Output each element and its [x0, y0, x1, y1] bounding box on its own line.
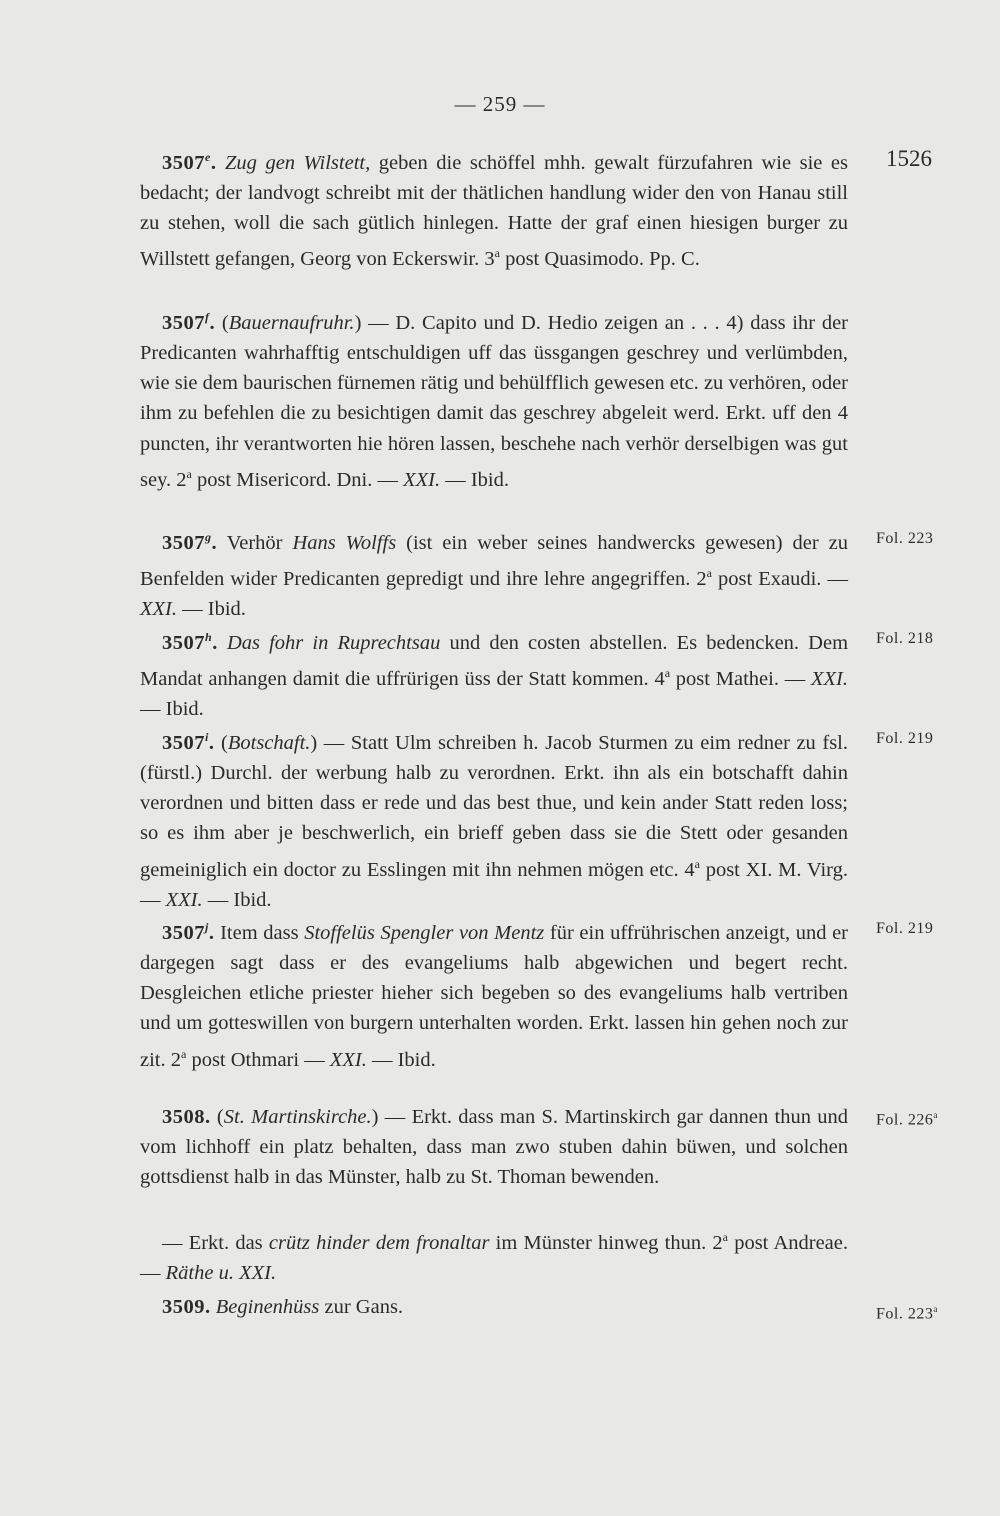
entry-number: 3509.: [162, 1296, 211, 1318]
entry-3507j: 3507$^j$. Item dass Stoffelüs Spengler von Mentz für ein uffrührischen anzeigt, und er dargegen sagt dass er des evangeliums halb abgewichen und begert recht. Desgleichen etliche priester hieher sich begeben so des evangeliums halb vertriben und um gotteswillen von burgern unterhalten worden. Erkt. lassen hin gehen noch zur zit. 2$^a$ post Othmari — XXI. — Ibid.: [140, 920, 848, 1071]
entry-title: Zug gen Wilstett,: [225, 151, 371, 174]
entry-title: Das fohr in Ruprechtsau: [226, 631, 441, 654]
entry-text: für ein uffrührischen anzeigt, und er dargegen sagt dass er des evangeliums halb abgewichen und begert recht. Desgleichen etliche priester hieher sich begeben so des evangeliums halb vertriben und um gotteswillen von burgern unterhalten worden. Erkt. lassen hin gehen noch zur zit. 2: [140, 921, 848, 1071]
entry-text: (ist ein weber seines handwercks gewesen) der zu Benfelden wider Predicanten gepredigt und ihre lehre angegriffen. 2: [140, 531, 848, 590]
entry-number: 3507$^j$.: [162, 920, 215, 944]
margin-folio: Fol. 226$^a$: [876, 1110, 938, 1129]
entry-title: crütz hinder dem fronaltar: [268, 1231, 490, 1254]
entry-text: ) — Erkt. dass man S. Martinskirch gar dannen thun und vom lichhoff ein platz behalten, dass man zwo stuben dahin büwen, und solchen gottsdienst halb in das Münster, halb zu St. Thoman bewenden.: [140, 1106, 849, 1189]
entry-title: Bauernaufruhr.: [228, 311, 355, 334]
entry-text: ) — D. Capito und D. Hedio zeigen an . . . 4) dass ihr der Predicanten wahrhafftig entschuldigen uff das üssgangen geschrey und verlümbden, wie sie dem baurischen fürnemen rätig und behülfflich gewesen etc. zu verhören, oder ihm zu befehlen die zu besichtigen damit das geschrey abgeleit werd. Erkt. uff den 4 puncten, ihr verantworten hie hören lassen, beschehe nach verhör derselbigen was gut sey. 2: [140, 311, 848, 491]
entry-3509: [140, 1292, 848, 1322]
entry-3507e: 3507e. Zug gen Wilstett, geben die schöffel mhh. gewalt fürzufahren wie sie es bedacht; der landvogt schreibt mit der thätlichen handlung wider den von Hanau still zu stehen, woll die sach gütlich hinlegen. Hatte der graf einen hiesigen burger zu Willstett gefangen, Georg von Eckerswir. 3$^a$ post Quasimodo. Pp. C.: [140, 150, 849, 271]
entry-3507h: 3507$^h$. Das fohr in Ruprechtsau und den costen abstellen. Es bedencken. Dem Mandat anhangen damit die uffrürigen üss der Statt kommen. 4$^a$ post Mathei. — XXI. — Ibid.: [140, 630, 849, 721]
entry-number: 3507$^h$.: [162, 630, 218, 654]
page-number: — 259 —: [454, 92, 546, 116]
margin-folio: Fol. 219: [876, 730, 934, 747]
margin-folio: Fol. 218: [876, 630, 934, 647]
entry-number: 3508.: [162, 1106, 211, 1128]
entry-text: post Quasimodo. Pp. C.: [499, 248, 700, 271]
entry-number: 3507$^f$.: [162, 310, 216, 334]
margin-folio: Fol. 223$^a$: [876, 1304, 938, 1323]
entry-title: Beginenhüss: [215, 1296, 320, 1318]
entry-3508: 3508. (St. Martinskirche.) — Erkt. dass man S. Martinskirch gar dannen thun und vom lichhoff ein platz behalten, dass man zwo stuben dahin büwen, und solchen gottsdienst halb in das Münster, halb zu St. Thoman bewenden.: [140, 1106, 849, 1189]
entry-title: Botschaft.: [227, 731, 311, 754]
entry-3507f: 3507$^f$. (Bauernaufruhr.) — D. Capito und D. Hedio zeigen an . . . 4) dass ihr der Predicanten wahrhafftig entschuldigen uff das üssgangen geschrey und verlümbden, wie sie dem baurischen fürnemen rätig und behülfflich gewesen etc. zu verhören, oder ihm zu befehlen die zu besichtigen damit das geschrey abgeleit werd. Erkt. uff den 4 puncten, ihr verantworten hie hören lassen, beschehe nach verhör derselbigen was gut sey. 2$^a$ post Misericord. Dni. — XXI. — Ibid.: [140, 310, 848, 491]
entry-number: 3507$^i$.: [162, 730, 215, 754]
entry-number: 3507e.: [162, 150, 217, 174]
margin-year: 1526: [886, 146, 932, 171]
entry-title: Hans Wolffs: [292, 531, 397, 554]
entry-number: 3507$^g$.: [162, 530, 218, 554]
entry-title: St. Martinskirche.: [223, 1106, 372, 1128]
entry-text: ) — Statt Ulm schreiben h. Jacob Sturmen zu eim redner zu fsl. (fürstl.) Durchl. der werbung halb zu verordnen. Erkt. ihn als ein botschafft dahin verordnen und bitten dass er rede und das best thue, und kein ander Statt reden loss; so es ihm aber je beschwerlich, ein brieff geben dass sie die Stett oder gesanden gemeiniglich ein doctor zu Esslingen mit ihn nehmen mögen etc. 4: [140, 731, 848, 881]
entry-text: und den costen abstellen. Es bedencken. Dem Mandat anhangen damit die uffrürigen üss der Statt kommen. 4: [140, 631, 849, 690]
entry-text: im Münster hinweg thun. 2: [489, 1231, 723, 1254]
entry-title: Stoffelüs Spengler von Mentz: [304, 921, 545, 944]
entry-text: geben die schöffel mhh. gewalt fürzufahren wie sie es bedacht; der landvogt schreibt mit der thätlichen handlung wider den von Hanau still zu stehen, woll die sach gütlich hinlegen. Hatte der graf einen hiesigen burger zu Willstett gefangen, Georg von Eckerswir. 3: [140, 151, 849, 271]
margin-folio: Fol. 223: [876, 530, 934, 547]
entry-3507g: 3507$^g$. Verhör Hans Wolffs (ist ein weber seines handwercks gewesen) der zu Benfelden wider Predicanten gepredigt und ihre lehre angegriffen. 2$^a$ post Exaudi. — XXI. — Ibid.: [140, 530, 848, 621]
entry-text: zur Gans.: [319, 1296, 404, 1318]
margin-folio: Fol. 219: [876, 920, 934, 937]
entry-3507i: 3507$^i$. (Botschaft.) — Statt Ulm schreiben h. Jacob Sturmen zu eim redner zu fsl. (fürstl.) Durchl. der werbung halb zu verordnen. Erkt. ihn als ein botschafft dahin verordnen und bitten dass er rede und das best thue, und kein ander Statt reden loss; so es ihm aber je beschwerlich, ein brieff geben dass sie die Stett oder gesanden gemeiniglich ein doctor zu Esslingen mit ihn nehmen mögen etc. 4$^a$ post XI. M. Virg. — XXI. — Ibid.: [140, 730, 848, 911]
entry-3508-continuation: — Erkt. das crütz hinder dem fronaltar im Münster hinweg thun. 2$^a$ post Andreae. — Räthe u. XXI.: [140, 1230, 848, 1285]
